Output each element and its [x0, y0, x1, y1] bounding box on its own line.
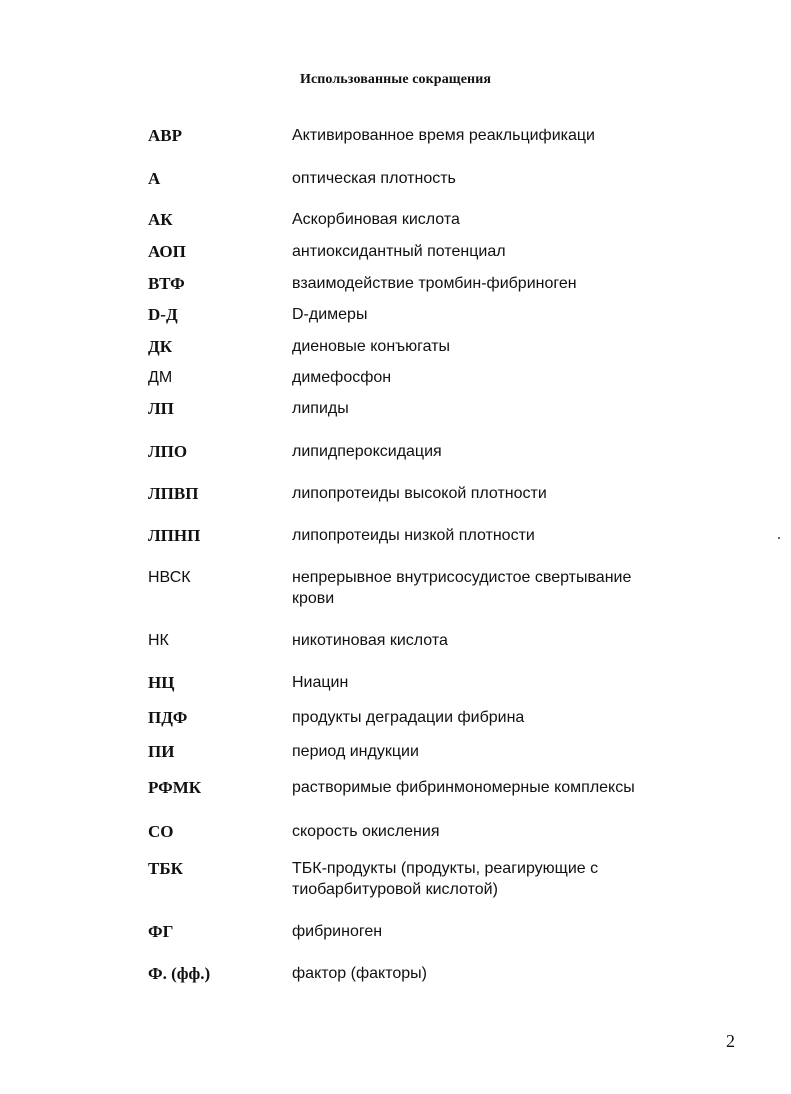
abbreviation-term: ЛП — [148, 399, 174, 418]
abbreviation-definition: D-димеры — [292, 306, 368, 323]
abbreviation-definition: продукты деградации фибрина — [292, 709, 525, 726]
abbreviation-term: АК — [148, 210, 173, 229]
abbreviation-term: ПДФ — [148, 708, 188, 727]
abbreviation-definition: фактор (факторы) — [292, 965, 427, 982]
abbreviation-definition: липопротеиды низкой плотности — [292, 527, 535, 544]
abbreviation-definition: антиоксидантный потенциал — [292, 243, 506, 260]
abbreviation-definition: взаимодействие тромбин-фибриноген — [292, 275, 577, 292]
abbreviation-term: ВТФ — [148, 274, 185, 293]
abbreviation-definition: димефосфон — [292, 369, 392, 386]
abbreviation-definition: липопротеиды высокой плотности — [292, 485, 547, 502]
abbreviation-definition: оптическая плотность — [292, 170, 456, 187]
abbreviation-definition: ТБК-продукты (продукты, реагирующие с тиобарбитуровой кислотой) — [292, 860, 599, 898]
abbreviation-term: АОП — [148, 242, 186, 261]
abbreviation-term: ДМ — [148, 369, 173, 386]
abbreviation-definition: Активированное время реакльцификаци — [292, 127, 595, 144]
abbreviation-term: НВСК — [148, 569, 191, 586]
abbreviation-definition: скорость окисления — [292, 823, 440, 840]
page-title: Использованные сокращения — [299, 72, 492, 87]
abbreviation-definition: диеновые конъюгаты — [292, 338, 451, 355]
abbreviation-term: ЛПВП — [148, 484, 199, 503]
abbreviation-definition: растворимые фибринмономерные комплексы — [292, 779, 635, 796]
abbreviation-definition: липиды — [292, 400, 349, 417]
abbreviation-term: ФГ — [148, 922, 174, 941]
abbreviation-definition: непрерывное внутрисосудистое свертывание крови — [292, 569, 632, 607]
abbreviation-term: ТБК — [148, 859, 183, 878]
abbreviation-definition: период индукции — [292, 743, 419, 760]
page-number: 2 — [726, 1031, 735, 1051]
abbreviation-term: ЛПНП — [148, 526, 201, 545]
abbreviation-definition: никотиновая кислота — [292, 632, 448, 649]
abbreviation-term: РФМК — [148, 778, 202, 797]
abbreviation-term: ДК — [148, 337, 173, 356]
abbreviation-definition: Ниацин — [292, 674, 349, 691]
abbreviation-term: НК — [148, 632, 169, 649]
abbreviation-term: А — [148, 169, 161, 188]
abbreviation-term: СО — [148, 822, 174, 841]
abbreviation-term: D-Д — [148, 305, 178, 324]
abbreviation-term: ПИ — [148, 742, 175, 761]
scan-mark — [778, 537, 780, 539]
abbreviation-definition: липидпероксидация — [292, 443, 442, 460]
abbreviation-term: Ф. (фф.) — [148, 964, 211, 983]
abbreviation-term: АВР — [148, 126, 182, 145]
abbreviation-term: ЛПО — [148, 442, 188, 461]
abbreviation-definition: Аскорбиновая кислота — [292, 211, 460, 228]
abbreviation-term: НЦ — [148, 673, 175, 692]
abbreviation-definition: фибриноген — [292, 923, 383, 940]
